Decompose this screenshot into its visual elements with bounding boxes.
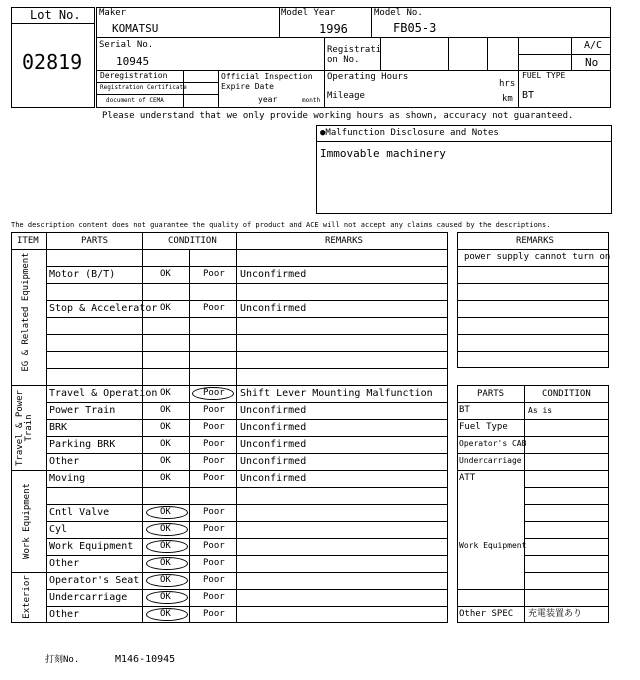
part-name: Other (49, 609, 80, 620)
registration-label: Registrati on No. (327, 45, 382, 65)
fuel-type-row-label: Fuel Type (459, 422, 508, 432)
condition-ok: OK (160, 422, 171, 432)
condition-poor: Poor (203, 456, 225, 466)
side-remarks-header: REMARKS (516, 236, 554, 246)
undercarriage-label: Undercarriage (459, 456, 522, 465)
operators-cab-label: Operator's CAB (459, 439, 527, 448)
ok-circle-mark (146, 574, 188, 587)
side-remarks-text: power supply cannot turn on (464, 252, 611, 262)
remark-text: Unconfirmed (240, 422, 307, 433)
condition-poor: Poor (203, 269, 225, 279)
parts-header: PARTS (81, 236, 109, 246)
ok-circle-mark (146, 591, 188, 604)
condition-ok: OK (160, 439, 171, 449)
ok-circle-mark (146, 523, 188, 536)
remark-text: Shift Lever Mounting Malfunction (240, 388, 433, 399)
deregistration-label: Deregistration (100, 71, 168, 80)
serial-label: Serial No. (99, 40, 154, 50)
condition-ok: OK (160, 405, 171, 415)
month-label: month (302, 97, 321, 104)
condition-poor: Poor (203, 303, 225, 313)
part-name: Cyl (49, 524, 68, 535)
part-name: BRK (49, 422, 68, 433)
condition-ok: OK (160, 456, 171, 466)
lot-label: Lot No. (30, 8, 81, 22)
att-label: ATT (459, 473, 476, 483)
part-name: Motor (B/T) (49, 269, 116, 280)
remarks-header: REMARKS (325, 236, 363, 246)
condition-ok: OK (160, 575, 171, 585)
condition-ok: OK (160, 388, 171, 398)
condition-poor: Poor (203, 575, 225, 585)
part-name: Moving (49, 473, 86, 484)
cema-document-label: document of CEMA (106, 97, 164, 104)
other-spec-value: 充電装置あり (528, 609, 583, 619)
part-name: Parking BRK (49, 439, 116, 450)
condition-ok: OK (160, 507, 171, 517)
part-name: Operator's Seat (49, 575, 140, 586)
lot-number: 02819 (22, 50, 83, 74)
ac-value: No (585, 56, 599, 69)
mileage-label: Mileage (327, 91, 365, 101)
condition-poor: Poor (203, 439, 225, 449)
part-name: Work Equipment (49, 541, 134, 552)
accuracy-note: Please understand that we only provide working hours as shown, accuracy not guaranteed. (102, 111, 574, 121)
condition-poor: Poor (203, 473, 225, 483)
part-name: Undercarriage (49, 592, 128, 603)
condition-poor: Poor (203, 609, 225, 619)
disclaimer: The description content does not guarantee the quality of product and ACE will not accept any claims caused by the descriptions. (11, 221, 551, 229)
fuel-type-value: BT (522, 90, 535, 101)
fuel-type-label: FUEL TYPE (522, 71, 566, 80)
group-label-work: Work Equipment (22, 483, 32, 559)
condition-ok: OK (160, 303, 171, 313)
condition-ok: OK (160, 269, 171, 279)
part-name: Power Train (49, 405, 116, 416)
part-name: Travel & Operation (49, 388, 158, 399)
condition-ok: OK (160, 524, 171, 534)
condition-ok: OK (160, 609, 171, 619)
remark-text: Unconfirmed (240, 456, 307, 467)
model-year-value: 1996 (319, 22, 348, 36)
ac-label: A/C (584, 40, 603, 51)
condition-poor: Poor (203, 507, 225, 517)
group-label-travel: Travel & Power Train (15, 390, 34, 466)
remark-text: Unconfirmed (240, 269, 307, 280)
remark-text: Unconfirmed (240, 439, 307, 450)
malfunction-text: Immovable machinery (320, 147, 446, 160)
bt-value: As is (528, 406, 553, 415)
ok-circle-mark (146, 506, 188, 519)
remark-text: Unconfirmed (240, 303, 307, 314)
model-no-value: FB05-3 (393, 21, 437, 35)
condition-poor: Poor (203, 541, 225, 551)
remark-text: Unconfirmed (240, 473, 307, 484)
stamp-no-value: M146-10945 (115, 654, 176, 665)
condition-header: CONDITION (168, 236, 217, 246)
other-spec-label: Other SPEC (459, 609, 514, 619)
side-parts-header: PARTS (477, 389, 505, 399)
condition-poor: Poor (203, 422, 225, 432)
item-header: ITEM (17, 236, 39, 246)
model-year-label: Model Year (281, 8, 336, 18)
work-equipment-side-label: Work Equipment (459, 541, 527, 550)
stamp-no-label: 打刻No. (45, 655, 80, 665)
condition-ok: OK (160, 558, 171, 568)
km-label: km (502, 94, 513, 104)
malfunction-title: ●Malfunction Disclosure and Notes (320, 128, 499, 138)
hrs-label: hrs (499, 79, 516, 89)
condition-poor: Poor (203, 388, 225, 398)
part-name: Cntl Valve (49, 507, 110, 518)
operating-hours-label: Operating Hours (327, 72, 409, 82)
part-name: Other (49, 558, 80, 569)
group-label-eg: EG & Related Equipment (21, 252, 31, 372)
poor-circle-mark (192, 387, 234, 400)
part-name: Other (49, 456, 80, 467)
maker-value: KOMATSU (112, 22, 159, 35)
condition-poor: Poor (203, 524, 225, 534)
condition-ok: OK (160, 592, 171, 602)
condition-poor: Poor (203, 592, 225, 602)
ok-circle-mark (146, 540, 188, 553)
ok-circle-mark (146, 608, 188, 621)
model-no-label: Model No. (374, 8, 423, 18)
side-condition-header: CONDITION (542, 389, 591, 399)
remark-text: Unconfirmed (240, 405, 307, 416)
malfunction-box (316, 125, 612, 214)
condition-poor: Poor (203, 405, 225, 415)
group-label-exterior: Exterior (22, 575, 32, 619)
ok-circle-mark (146, 557, 188, 570)
condition-ok: OK (160, 473, 171, 483)
part-name: Stop & Accelerator (49, 303, 158, 314)
bt-label: BT (459, 405, 470, 415)
serial-value: 10945 (116, 55, 150, 68)
condition-poor: Poor (203, 558, 225, 568)
maker-label: Maker (99, 8, 127, 18)
year-label: year (258, 95, 278, 104)
inspection-label: Official Inspection Expire Date (221, 72, 313, 91)
condition-ok: OK (160, 541, 171, 551)
registration-certificate-label: Registration Certificate (100, 84, 187, 91)
